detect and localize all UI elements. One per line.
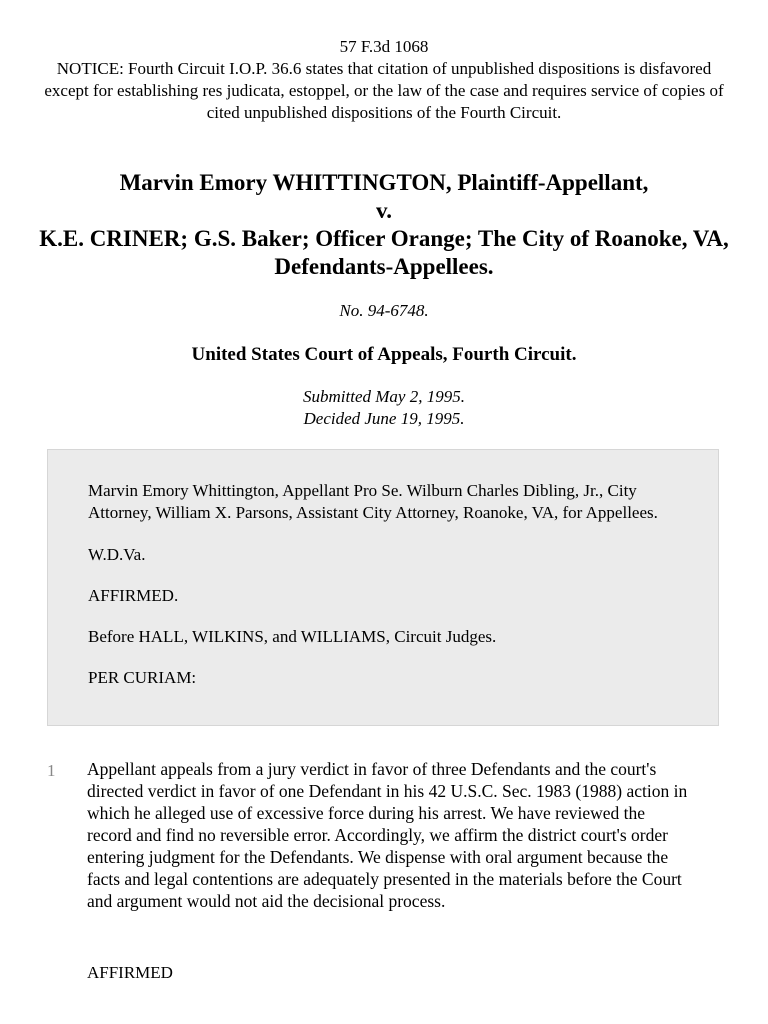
case-dates (0, 386, 768, 430)
opinion-body (87, 758, 693, 912)
case-info-panel (47, 449, 719, 726)
disposition: AFFIRMED. (88, 586, 179, 605)
opinion-paragraph: Appellant appeals from a jury verdict in favor of three Defendants and the court's directed verdict in favor of one Defendant in his 42 U.S.C. Sec. 1983 (1988) action in which he alleged use of excessive force during his arrest. We have reviewed the record and find no reversible error. Accordingly, we affirm the district court's order entering judgment for the Defendants. We dispense with oral argument because the facts and legal contentions are adequately presented in the materials before the Court and argument would not aid the decisional process. (87, 759, 688, 911)
district-court: W.D.Va. (88, 545, 146, 564)
per-curiam: PER CURIAM: (88, 668, 197, 687)
decided-date: Decided June 19, 1995. (303, 409, 465, 428)
court-name: United States Court of Appeals, Fourth Circuit. (191, 344, 577, 365)
versus-line: v. (376, 198, 392, 223)
counsel-text: Marvin Emory Whittington, Appellant Pro Se. Wilburn Charles Dibling, Jr., City Attorney, William X. Parsons, Assistant City Attorney, Roanoke, VA, for Appellees. (88, 481, 658, 522)
case-title (30, 169, 738, 281)
defendants-line: K.E. CRINER; G.S. Baker; Officer Orange; The City of Roanoke, VA, Defendants-Appellees. (39, 226, 729, 279)
closing-disposition: AFFIRMED (87, 963, 173, 982)
notice: NOTICE: Fourth Circuit I.O.P. 36.6 states that citation of unpublished dispositions is disfavored except for establishing res judicata, estoppel, or the law of the case and requires service of copies of cited unpublished dispositions of the Fourth Circuit. (44, 59, 724, 122)
document-header (40, 36, 728, 124)
judges-line: Before HALL, WILKINS, and WILLIAMS, Circuit Judges. (88, 627, 497, 646)
docket-number: No. 94-6748. (339, 301, 429, 320)
submitted-date: Submitted May 2, 1995. (303, 387, 465, 406)
paragraph-number: 1 (47, 761, 56, 780)
plaintiff-line: Marvin Emory WHITTINGTON, Plaintiff-Appellant, (119, 170, 649, 195)
citation: 57 F.3d 1068 (339, 37, 429, 56)
